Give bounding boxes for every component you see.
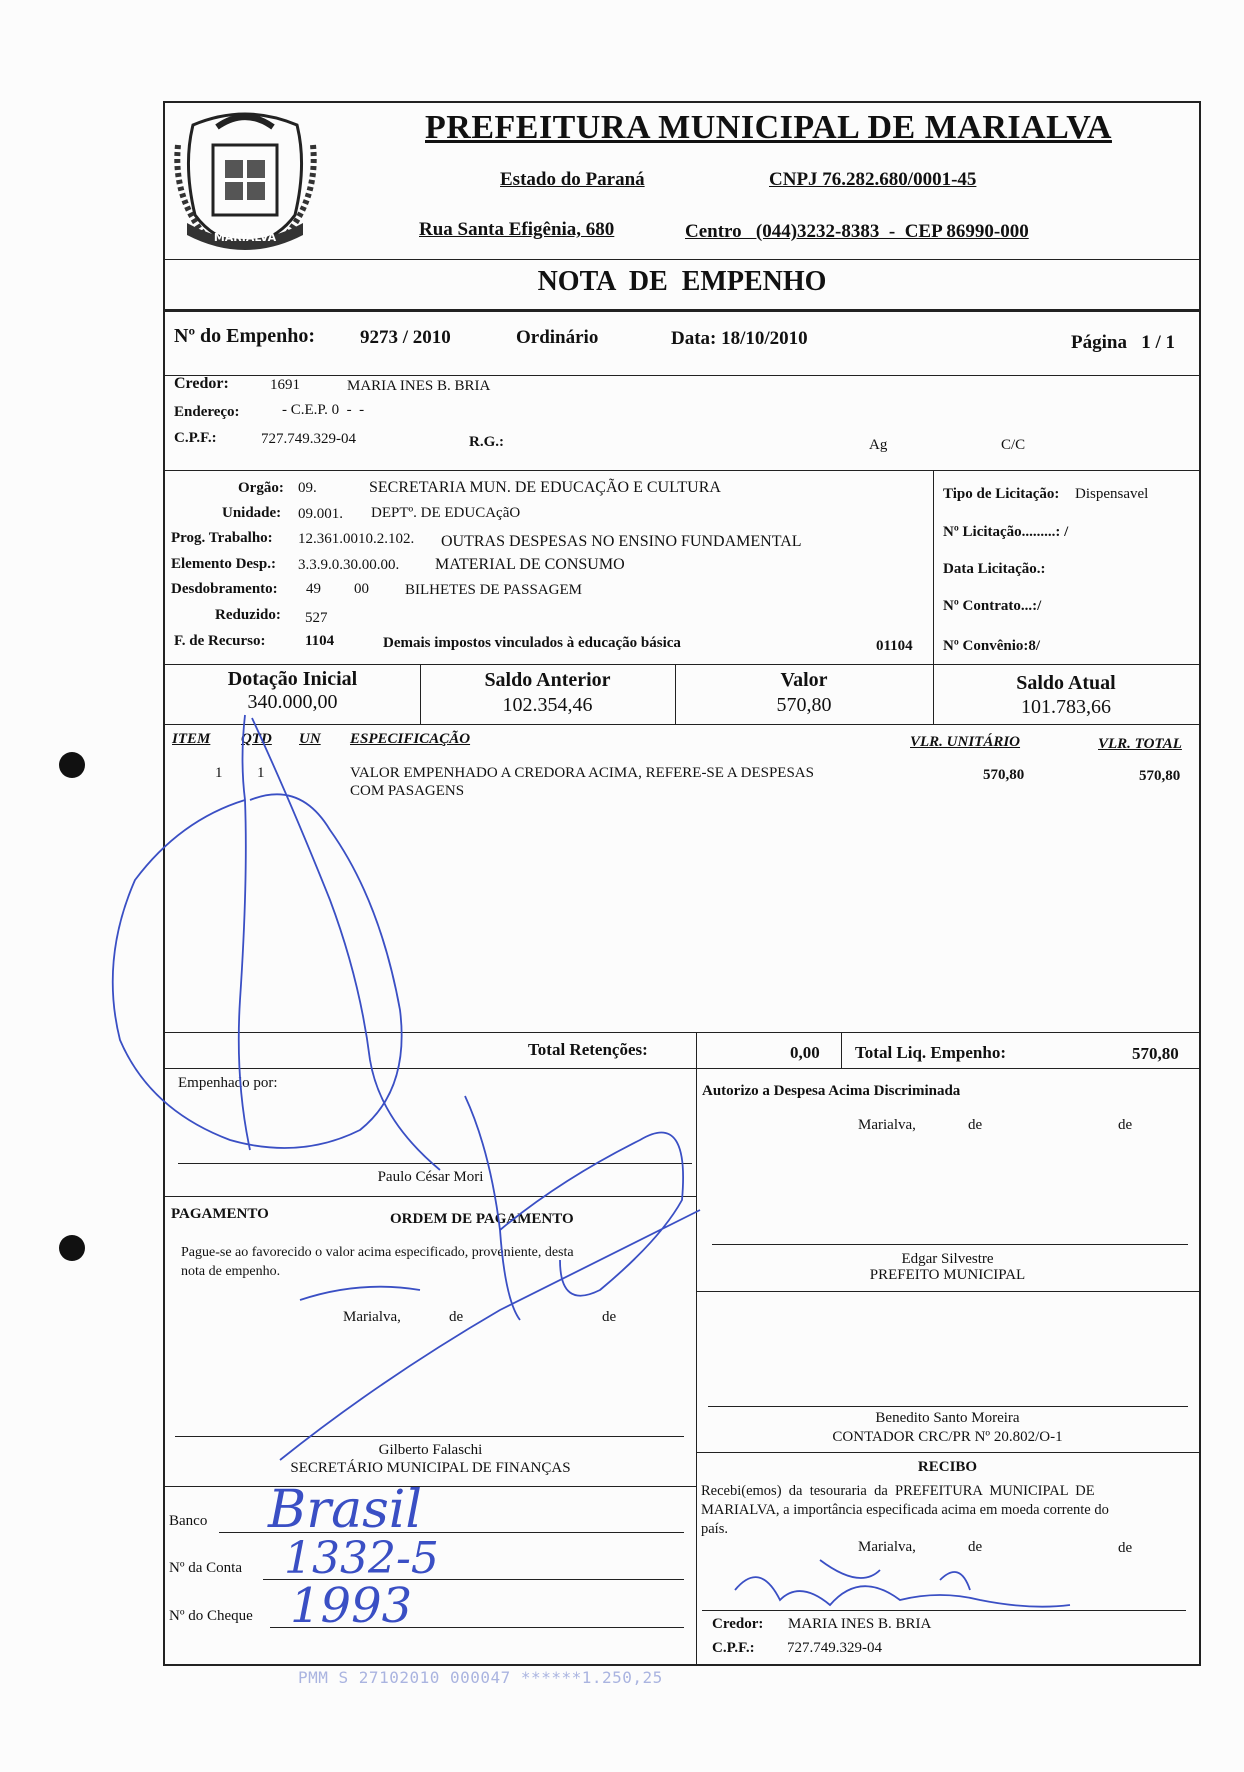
col-header-spec: ESPECIFICAÇÃO: [350, 731, 471, 747]
col-header-qtd: QTD: [241, 731, 272, 747]
pagamento-label: PAGAMENTO: [171, 1206, 269, 1222]
tipo-licitacao-label: Tipo de Licitação:: [943, 486, 1060, 502]
total-retencoes-label: Total Retenções:: [528, 1040, 648, 1059]
table-row-spec-1: VALOR EMPENHADO A CREDORA ACIMA, REFERE-SE A DESPESAS: [350, 765, 814, 781]
empenho-number: 9273 / 2010: [360, 327, 451, 348]
banco-label: Banco: [169, 1513, 208, 1529]
dotacao-inicial: 340.000,00: [247, 691, 338, 713]
prefeito-role: PREFEITO MUNICIPAL: [869, 1267, 1026, 1283]
contador-name: Benedito Santo Moreira: [875, 1410, 1020, 1426]
cheque-label: Nº do Cheque: [169, 1608, 253, 1624]
conta-label: Nº da Conta: [169, 1560, 242, 1576]
credor-cpf: 727.749.329-04: [261, 431, 356, 447]
elemento: MATERIAL DE CONSUMO: [435, 556, 625, 573]
table-row-spec-2: COM PASAGENS: [350, 783, 465, 799]
saldo-atual: 101.783,66: [1021, 696, 1111, 718]
orgao: SECRETARIA MUN. DE EDUCAÇÃO E CULTURA: [369, 479, 721, 496]
credor-address: - C.E.P. 0 - -: [282, 402, 365, 418]
total-liquido: 570,80: [1132, 1044, 1179, 1063]
total-liquido-label: Total Liq. Empenho:: [855, 1043, 1006, 1062]
recibo-credor: MARIA INES B. BRIA: [788, 1616, 932, 1632]
document-title: NOTA DE EMPENHO: [537, 266, 827, 297]
programa: OUTRAS DESPESAS NO ENSINO FUNDAMENTAL: [441, 533, 802, 550]
cheque-handwritten: 1993: [290, 1578, 413, 1634]
recibo-cpf: 727.749.329-04: [787, 1640, 882, 1656]
credor-name: MARIA INES B. BRIA: [347, 378, 491, 394]
col-header-un: UN: [299, 731, 321, 747]
banco-handwritten: Brasil: [268, 1480, 423, 1540]
licitacao-number: Nº Licitação.........: /: [943, 524, 1069, 540]
secretario-name: Gilberto Falaschi: [378, 1442, 483, 1458]
col-header-total: VLR. TOTAL: [1098, 736, 1182, 752]
table-row-unit: 570,80: [983, 767, 1025, 783]
conta-handwritten: 1332-5: [284, 1533, 439, 1584]
cpf-label: C.P.F.:: [174, 430, 217, 446]
empenho-type: Ordinário: [516, 327, 599, 348]
recibo-signature: [735, 1560, 1070, 1607]
col-header-unit: VLR. UNITÁRIO: [910, 734, 1021, 750]
address-label: Endereço:: [174, 404, 240, 420]
tipo-licitacao: Dispensavel: [1075, 486, 1149, 502]
recibo-title: RECIBO: [917, 1459, 978, 1475]
address: Rua Santa Efigênia, 680: [419, 219, 615, 240]
svg-text:MARIALVA: MARIALVA: [213, 231, 277, 244]
licitacao-date: Data Licitação.:: [943, 561, 1046, 577]
cnpj: CNPJ 76.282.680/0001-45: [769, 169, 977, 190]
payment-stamp: PMM S 27102010 000047 ******1.250,25: [298, 1668, 663, 1687]
table-row-qtd: 1: [257, 765, 265, 781]
rg-label: R.G.:: [469, 434, 504, 450]
state-name: Estado do Paraná: [500, 169, 645, 190]
municipality-title: PREFEITURA MUNICIPAL DE MARIALVA: [425, 109, 1112, 146]
unidade: DEPTº. DE EDUCAçãO: [371, 505, 521, 521]
table-row-total: 570,80: [1139, 768, 1181, 784]
nota-de-empenho-form: MARIALVA PREFEITURA MUNICIPAL DE MARIALVA Estado do Paraná CNPJ 76.282.680/0001-45 Rua Santa Efigênia, 680 Centro (044)3232-8383 - CEP 86990-000 NOTA DE EMPENHO Nº do Empenho: 9273 / 2010 Ordinário Data: 18/10/2010 Página 1 / 1 Credor: 1691 MARIA INES B. BRIA Endereço: - C.E.P. 0 - - C.P.F.: 727.749.329-04 R.G.: Ag C/C Orgão: 09. SECRETARIA MUN. DE EDUCAÇÃO E CULTURA Unidade: 09.001. DEPTº. DE EDUCAçãO Prog. Trabalho: 12.361.0010.2.102. OUTRAS DESPESAS NO ENSINO FUNDAMENTAL Elemento Desp.: 3.3.9.0.30.00.00. MATERIAL DE CONSUMO Desdobramento: 49 00 BILHETES DE PASSAGEM Reduzido: 527 F. de Recurso: 1104 Demais impostos vinculados à educação básica 01104 Tipo de Licitação: Dispensavel Nº Licitação.........: / Data Licitação.: Nº Contrato...:/ Nº Convênio:8/ Dotação Inicial 340.000,00 Saldo Anterior 102.354,46 Valor 570,80 Saldo Atual 101.783,66 ITEM QTD UN ESPECIFICAÇÃO VLR. UNITÁRIO VLR. TOTAL 1 1 VALOR EMPENHADO A CREDORA ACIMA, REFERE-SE A DESPESAS COM PASAGENS 570,80 570,80 Total Retenções: 0,00 Total Liq. Empenho: 570,80 Empenhado por: Paulo César Mori Autorizo a Despesa Acima Discriminada Marialva, de de Edgar Silvestre PREFEITO MUNICIPAL PAGAMENTO ORDEM DE PAGAMENTO Pague-se ao favorecido o valor acima especificado, proveniente, desta nota de empenho. Marialva, de de Gilberto Falaschi SECRETÁRIO MUNICIPAL DE FINANÇAS Benedito Santo Moreira CONTADOR CRC/PR Nº 20.802/O-1 RECIBO Recebi(emos) da tesouraria da PREFEITURA MUNICIPAL DE MARIALVA, a importância especificada acima em moeda corrente do país. Marialva, de de Credor: MARIA INES B. BRIA C.P.F.: 727.749.329-04 Banco Nº da Conta Nº do Cheque: [163, 101, 1201, 1666]
page-number: Página 1 / 1: [1071, 332, 1175, 353]
pagamento-signature: [280, 1096, 700, 1460]
convenio-number: Nº Convênio:8/: [943, 638, 1041, 654]
ordem-pagamento-title: ORDEM DE PAGAMENTO: [390, 1211, 574, 1227]
autorizo-title: Autorizo a Despesa Acima Discriminada: [702, 1083, 961, 1099]
col-header-item: ITEM: [172, 731, 211, 747]
valor: 570,80: [776, 694, 832, 716]
credor-label: Credor:: [174, 375, 229, 392]
table-row-item: 1: [215, 765, 223, 781]
total-retencoes: 0,00: [790, 1043, 820, 1062]
empenhado-label: Empenhado por:: [178, 1075, 278, 1091]
contrato-number: Nº Contrato...:/: [943, 598, 1042, 614]
prefeito-name: Edgar Silvestre: [901, 1251, 994, 1267]
fonte-recurso: Demais impostos vinculados à educação básica: [383, 635, 681, 651]
district-phone-cep: Centro (044)3232-8383 - CEP 86990-000: [685, 221, 1029, 242]
ag-label: Ag: [869, 437, 888, 453]
empenhado-signature: [113, 715, 440, 1170]
desdobramento: BILHETES DE PASSAGEM: [405, 582, 582, 598]
contador-role: CONTADOR CRC/PR Nº 20.802/O-1: [832, 1429, 1063, 1445]
empenhado-name: Paulo César Mori: [377, 1169, 484, 1185]
empenho-date: Data: 18/10/2010: [671, 328, 808, 349]
empenho-label: Nº do Empenho:: [174, 325, 316, 347]
cc-label: C/C: [1001, 437, 1026, 453]
saldo-anterior: 102.354,46: [502, 694, 593, 716]
secretario-role: SECRETÁRIO MUNICIPAL DE FINANÇAS: [290, 1460, 571, 1476]
credor-code: 1691: [270, 377, 300, 393]
